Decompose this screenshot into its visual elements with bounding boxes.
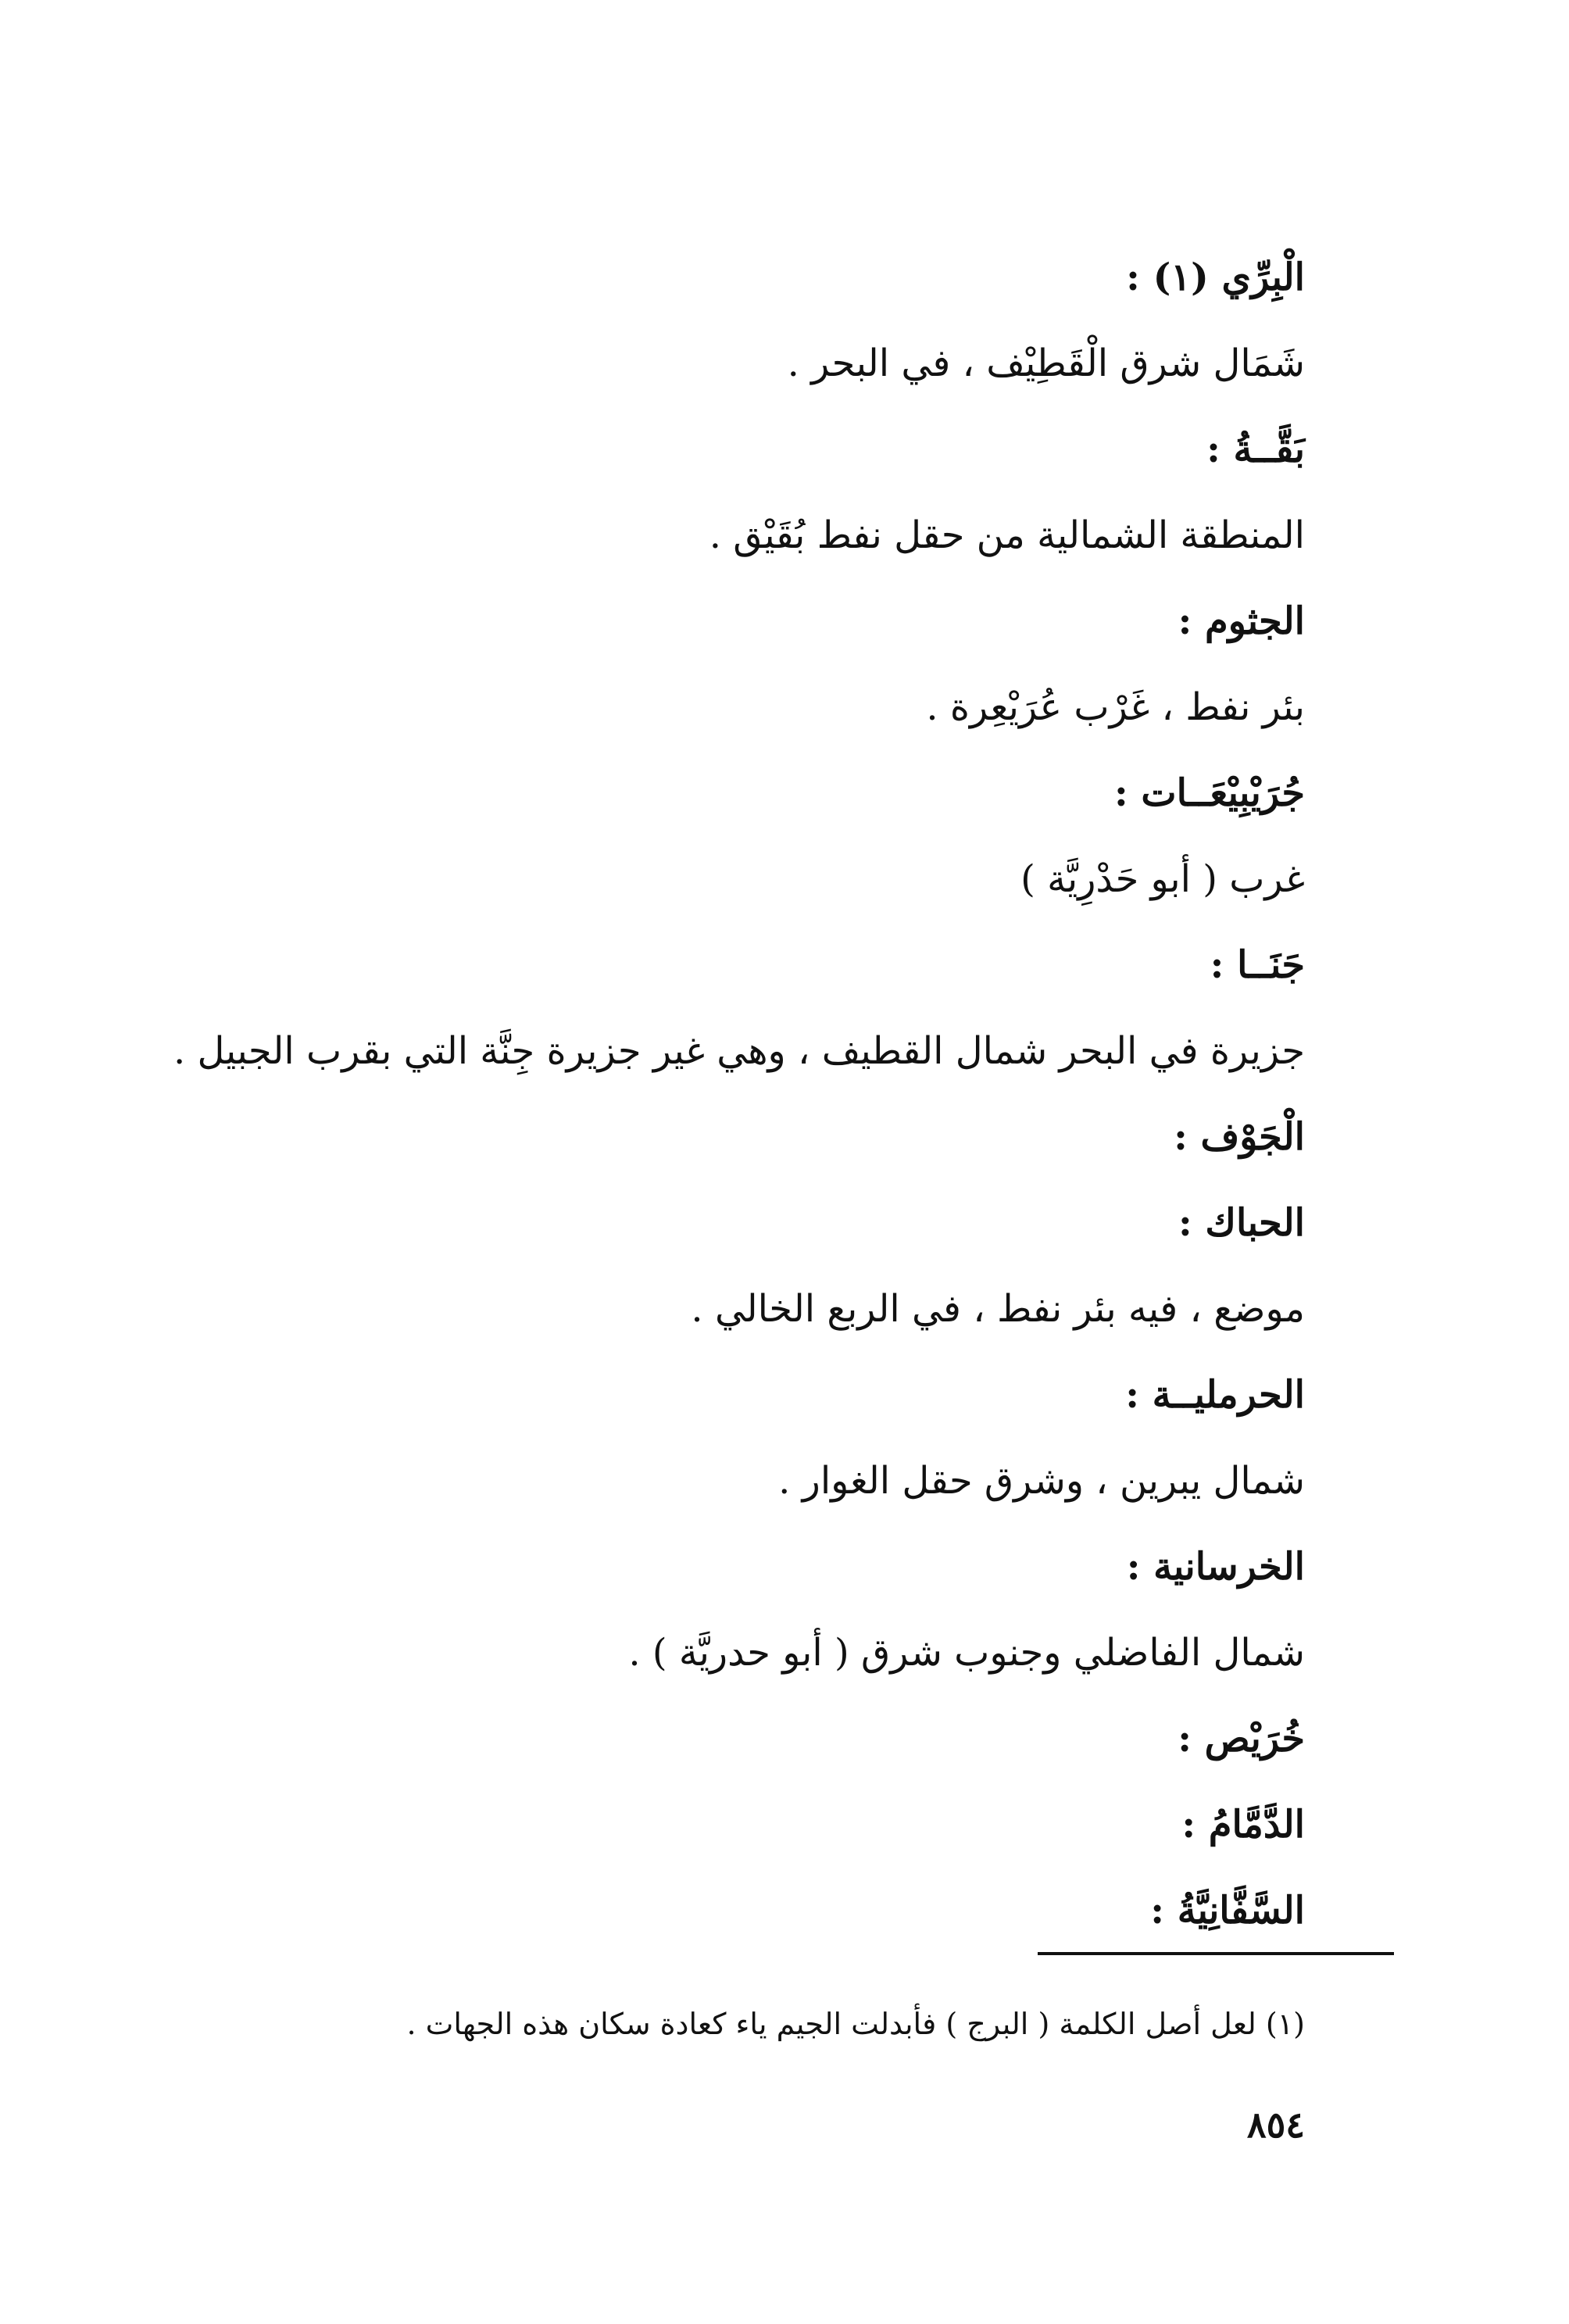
footnote-divider [1038,1952,1394,1955]
entry-heading: بَقَّــةُ : [1206,427,1305,471]
entry-description: بئر نفط ، غَرْب عُرَيْعِرة . [926,685,1305,729]
entry-description: غرب ( أبو حَدْرِيَّة ) [1020,857,1305,901]
entry-description: جزيرة في البحر شمال القطيف ، وهي غير جزيرة جِنَّة التي بقرب الجبيل . [173,1029,1305,1073]
entry-heading: الحباك : [1178,1201,1305,1245]
entry-heading: الجثوم : [1178,599,1305,643]
entry-description: المنطقة الشمالية من حقل نفط بُقَيْق . [709,513,1305,557]
entry-heading: خُرَيْص : [1178,1717,1305,1761]
entry-description: موضع ، فيه بئر نفط ، في الربع الخالي . [691,1287,1305,1331]
entry-heading: جُرَيْبِيْعَــات : [1113,771,1305,815]
entry-heading: السَّفَّانِيَّةُ : [1150,1889,1305,1932]
entry-description: شمال الفاضلي وجنوب شرق ( أبو حدريَّة ) . [628,1631,1305,1675]
entry-heading: الحرمليــة : [1125,1373,1305,1417]
entry-heading: الخرسانية : [1126,1545,1305,1589]
entry-heading: الدَّمَّامُ : [1181,1803,1305,1847]
entry-description: شمال يبرين ، وشرق حقل الغوار . [778,1459,1305,1503]
entry-heading: الْبِرِّي (١) : [1126,256,1305,299]
gazetteer-entries [173,234,1305,1954]
page-number: ٨٥٤ [1246,2104,1305,2146]
entry-description: شَمَال شرق الْقَطِيْف ، في البحر . [787,341,1305,385]
footnote: (١) لعل أصل الكلمة ( البرج ) فأبدلت الجيم ياء كعادة سكان هذه الجهات . [406,2007,1305,2041]
entry-heading: جَنَــا : [1210,943,1305,987]
entry-heading: الْجَوْف : [1174,1115,1305,1159]
